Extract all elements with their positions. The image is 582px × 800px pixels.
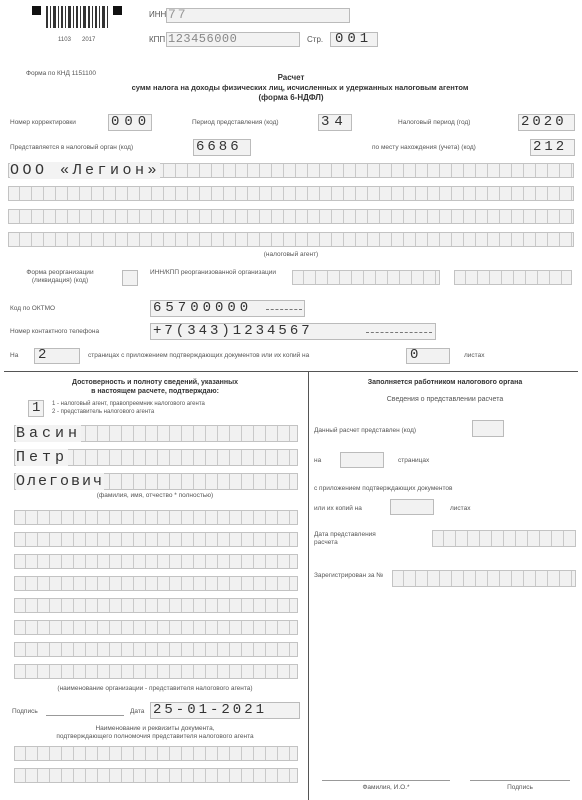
attach-label: с приложением подтверждающих документов xyxy=(314,485,453,492)
year-label: Налоговый период (год) xyxy=(398,119,471,126)
org-row-7[interactable] xyxy=(14,642,298,657)
org-row-3[interactable] xyxy=(14,554,298,569)
right-on-label: на xyxy=(314,457,322,464)
reg-label: Зарегистрирован за № xyxy=(314,572,384,579)
phone-dash xyxy=(366,332,432,334)
org-caption: (наименование организации - представителя налогового агента) xyxy=(57,685,253,692)
agent-caption: (налоговый агент) xyxy=(263,251,319,258)
right-fio-line[interactable] xyxy=(322,780,450,781)
oktmo-dash xyxy=(266,309,302,311)
signature-label: Подпись xyxy=(12,708,38,715)
right-date-label: Дата представления расчета xyxy=(314,531,376,546)
doc-row-1[interactable] xyxy=(14,746,298,761)
left-heading-2: в настоящем расчете, подтверждаю: xyxy=(91,388,219,395)
title-line1: Расчет xyxy=(277,73,305,82)
page-value: 001 xyxy=(335,31,373,47)
pages-suffix: листах xyxy=(464,352,485,359)
agent-name-row-4[interactable] xyxy=(8,232,574,247)
sheets-label: листах xyxy=(450,505,471,512)
kpp-value: 123456000 xyxy=(168,32,238,46)
doc-caption-2: подтверждающего полномочия представителя налогового агента xyxy=(56,733,254,740)
presented-field[interactable] xyxy=(472,420,504,437)
inn-field[interactable] xyxy=(166,8,350,23)
right-date-field[interactable] xyxy=(432,530,576,547)
reorg-inn-field[interactable] xyxy=(292,270,440,285)
right-surname-label: Фамилия, И.О.* xyxy=(362,784,410,791)
doc-caption-1: Наименование и реквизиты документа, xyxy=(95,725,215,732)
surname-value: Васин xyxy=(16,425,82,442)
location-label: по месту нахождения (учета) (код) xyxy=(372,144,476,151)
org-row-6[interactable] xyxy=(14,620,298,635)
org-row-2[interactable] xyxy=(14,532,298,547)
location-value: 212 xyxy=(533,139,568,155)
fio-caption: (фамилия, имя, отчество * полностью) xyxy=(96,492,214,499)
barcode xyxy=(32,6,122,34)
vertical-divider xyxy=(308,371,309,800)
reorg-kpp-field[interactable] xyxy=(454,270,572,285)
title-line3: (форма 6-НДФЛ) xyxy=(258,93,324,102)
correction-value: 000 xyxy=(111,114,152,130)
signer-code-value: 1 xyxy=(32,400,43,416)
agent-name-row-3[interactable] xyxy=(8,209,574,224)
correction-label: Номер корректировки xyxy=(10,119,76,126)
date-value: 25-01-2021 xyxy=(153,702,268,718)
doc-row-2[interactable] xyxy=(14,768,298,783)
agent-name-value: ООО «Легион» xyxy=(10,162,161,179)
org-row-8[interactable] xyxy=(14,664,298,679)
form-code: Форма по КНД 1151100 xyxy=(26,70,97,77)
presented-label: Данный расчет представлен (код) xyxy=(314,427,417,434)
reorg-inn-kpp-label: ИНН/КПП реорганизованной организации xyxy=(150,269,276,276)
org-row-1[interactable] xyxy=(14,510,298,525)
pages-prefix: На xyxy=(10,352,19,359)
authority-value: 6686 xyxy=(196,139,242,155)
pages-middle: страницах с приложением подтверждающих документов или их копий на xyxy=(88,352,310,359)
patronymic-value: Олегович xyxy=(16,473,105,490)
inn-value: 77 xyxy=(168,7,188,22)
horizontal-divider xyxy=(4,371,578,372)
right-sign-label: Подпись xyxy=(507,784,533,791)
copies-field[interactable] xyxy=(390,499,434,515)
signature-line[interactable] xyxy=(46,715,124,716)
signer-option-1: 1 - налоговый агент, правопреемник налогового агента xyxy=(52,401,205,407)
reorg-form-field[interactable] xyxy=(122,270,138,286)
agent-name-row-2[interactable] xyxy=(8,186,574,201)
oktmo-label: Код по ОКТМО xyxy=(10,305,56,312)
left-heading-1: Достоверность и полноту сведений, указанных xyxy=(72,379,238,386)
inn-label: ИНН xyxy=(149,10,167,19)
firstname-value: Петр xyxy=(16,449,69,466)
org-row-5[interactable] xyxy=(14,598,298,613)
phone-label: Номер контактного телефона xyxy=(10,328,100,335)
date-label: Дата xyxy=(130,708,145,715)
right-pages-field[interactable] xyxy=(340,452,384,468)
copies-label: или их копий на xyxy=(314,505,362,512)
right-subheading: Сведения о представлении расчета xyxy=(386,396,504,403)
right-sign-line[interactable] xyxy=(470,780,570,781)
barcode-graphic xyxy=(32,6,122,34)
title-line2: сумм налога на доходы физических лиц, исчисленных и удержанных налоговым агентом xyxy=(131,83,469,92)
right-pages-label: страницах xyxy=(398,457,430,464)
authority-label: Представляется в налоговый орган (код) xyxy=(10,144,134,151)
org-row-4[interactable] xyxy=(14,576,298,591)
kpp-label: КПП xyxy=(149,35,166,44)
page-label: Стр. xyxy=(307,35,324,44)
barcode-number-2: 2017 xyxy=(82,37,96,43)
year-value: 2020 xyxy=(521,114,567,130)
barcode-number-1: 1103 xyxy=(58,37,71,43)
reorg-form-label: Форма реорганизации (ликвидация) (код) xyxy=(26,269,94,284)
pages-docs-value: 0 xyxy=(410,347,421,363)
signer-option-2: 2 - представитель налогового агента xyxy=(52,409,155,415)
period-value: 34 xyxy=(321,114,348,130)
right-heading: Заполняется работником налогового органа xyxy=(367,379,523,386)
pages-count-value: 2 xyxy=(38,347,49,363)
oktmo-value: 65700000 xyxy=(153,300,253,316)
reg-field[interactable] xyxy=(392,570,576,587)
period-label: Период представления (код) xyxy=(192,119,279,126)
phone-value: +7(343)1234567 xyxy=(153,323,313,339)
